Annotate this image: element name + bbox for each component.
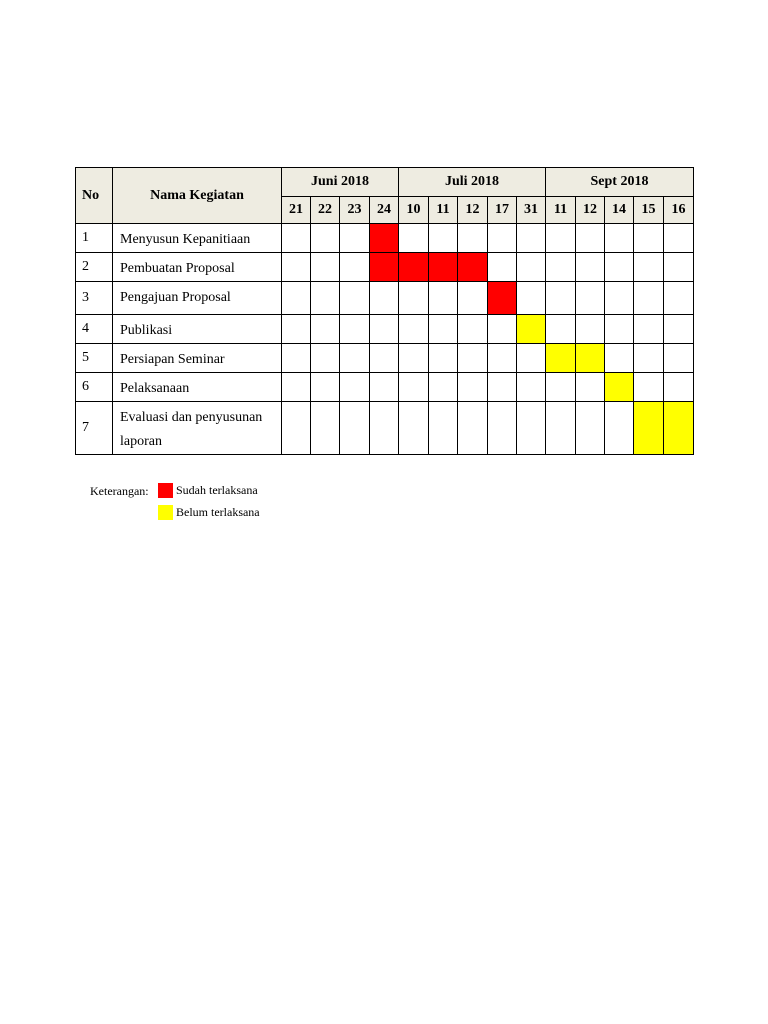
day-header: 12 — [576, 197, 605, 224]
activity-row — [76, 253, 694, 282]
day-header: 31 — [517, 197, 546, 224]
timeline-cell — [311, 315, 340, 344]
activity-name: Pembuatan Proposal — [113, 253, 282, 282]
activity-row — [76, 373, 694, 402]
timeline-cell — [546, 315, 576, 344]
activity-number: 5 — [76, 344, 113, 373]
timeline-cell — [340, 224, 370, 253]
activity-number: 4 — [76, 315, 113, 344]
timeline-cell — [517, 344, 546, 373]
timeline-cell — [282, 373, 311, 402]
timeline-cell — [576, 224, 605, 253]
timeline-cell — [634, 315, 664, 344]
activity-number: 3 — [76, 282, 113, 315]
timeline-cell — [546, 253, 576, 282]
activity-name: Menyusun Kepanitiaan — [113, 224, 282, 253]
timeline-cell — [605, 282, 634, 315]
activity-name: Pengajuan Proposal — [113, 282, 282, 315]
timeline-cell — [517, 224, 546, 253]
header-no: No — [76, 168, 113, 224]
timeline-cell — [370, 373, 399, 402]
activity-name: Publikasi — [113, 315, 282, 344]
timeline-cell — [311, 373, 340, 402]
timeline-cell — [488, 373, 517, 402]
timeline-cell — [311, 224, 340, 253]
timeline-cell — [605, 344, 634, 373]
day-header: 21 — [282, 197, 311, 224]
timeline-cell-done — [488, 282, 517, 315]
activity-number: 6 — [76, 373, 113, 402]
timeline-cell — [458, 344, 488, 373]
timeline-cell — [488, 402, 517, 455]
month-header: Juli 2018 — [399, 168, 546, 197]
timeline-cell — [340, 344, 370, 373]
activity-schedule-table — [75, 167, 694, 455]
timeline-cell — [282, 224, 311, 253]
activity-row — [76, 402, 694, 455]
timeline-cell — [488, 224, 517, 253]
timeline-cell — [340, 373, 370, 402]
timeline-cell — [399, 315, 429, 344]
timeline-cell — [664, 282, 694, 315]
timeline-cell — [664, 224, 694, 253]
timeline-cell — [458, 224, 488, 253]
timeline-cell — [340, 315, 370, 344]
timeline-cell — [311, 282, 340, 315]
timeline-cell — [458, 402, 488, 455]
month-header: Sept 2018 — [546, 168, 694, 197]
timeline-cell — [576, 253, 605, 282]
timeline-cell — [546, 373, 576, 402]
activity-number: 7 — [76, 402, 113, 455]
timeline-cell — [429, 402, 458, 455]
timeline-cell — [664, 344, 694, 373]
day-header: 24 — [370, 197, 399, 224]
timeline-cell — [517, 402, 546, 455]
timeline-cell — [429, 373, 458, 402]
activity-row — [76, 315, 694, 344]
timeline-cell-done — [370, 253, 399, 282]
timeline-cell — [605, 315, 634, 344]
timeline-cell — [340, 253, 370, 282]
timeline-cell — [399, 402, 429, 455]
timeline-cell — [458, 315, 488, 344]
timeline-cell — [664, 315, 694, 344]
timeline-cell-done — [458, 253, 488, 282]
timeline-cell-pending — [664, 402, 694, 455]
day-header: 14 — [605, 197, 634, 224]
day-header: 15 — [634, 197, 664, 224]
day-header: 12 — [458, 197, 488, 224]
day-header: 22 — [311, 197, 340, 224]
timeline-cell — [488, 315, 517, 344]
timeline-cell-done — [370, 224, 399, 253]
timeline-cell — [429, 315, 458, 344]
timeline-cell — [605, 253, 634, 282]
timeline-cell-pending — [634, 402, 664, 455]
timeline-cell — [517, 282, 546, 315]
timeline-cell — [282, 282, 311, 315]
month-header: Juni 2018 — [282, 168, 399, 197]
timeline-cell — [664, 373, 694, 402]
timeline-cell — [634, 373, 664, 402]
activity-name: Pelaksanaan — [113, 373, 282, 402]
legend-item-pending — [158, 505, 260, 520]
timeline-cell — [576, 282, 605, 315]
legend-swatch-pending — [158, 505, 173, 520]
activity-number: 2 — [76, 253, 113, 282]
timeline-cell — [399, 224, 429, 253]
activity-number: 1 — [76, 224, 113, 253]
timeline-cell — [634, 282, 664, 315]
timeline-cell — [311, 253, 340, 282]
timeline-cell — [370, 315, 399, 344]
timeline-cell — [370, 402, 399, 455]
day-header: 17 — [488, 197, 517, 224]
timeline-cell — [429, 344, 458, 373]
timeline-cell — [546, 282, 576, 315]
legend-title: Keterangan: — [90, 484, 149, 498]
timeline-cell — [282, 253, 311, 282]
day-header: 16 — [664, 197, 694, 224]
timeline-cell — [458, 373, 488, 402]
schedule-body — [76, 224, 694, 455]
timeline-cell-done — [429, 253, 458, 282]
day-header: 11 — [429, 197, 458, 224]
legend-swatch-done — [158, 483, 173, 498]
timeline-cell — [340, 282, 370, 315]
timeline-cell — [399, 344, 429, 373]
timeline-cell — [634, 344, 664, 373]
activity-row — [76, 282, 694, 315]
timeline-cell — [311, 402, 340, 455]
activity-row — [76, 224, 694, 253]
activity-name: Evaluasi dan penyusunan laporan — [113, 402, 282, 455]
timeline-cell — [488, 253, 517, 282]
timeline-cell — [576, 315, 605, 344]
timeline-cell — [282, 344, 311, 373]
timeline-cell-pending — [517, 315, 546, 344]
day-header: 10 — [399, 197, 429, 224]
timeline-cell-pending — [576, 344, 605, 373]
timeline-cell — [458, 282, 488, 315]
timeline-cell — [605, 224, 634, 253]
timeline-cell — [634, 253, 664, 282]
timeline-cell — [517, 253, 546, 282]
timeline-cell — [282, 315, 311, 344]
legend-label-pending: Belum terlaksana — [176, 505, 260, 519]
activity-name: Persiapan Seminar — [113, 344, 282, 373]
timeline-cell — [576, 373, 605, 402]
timeline-cell — [634, 224, 664, 253]
timeline-cell-pending — [546, 344, 576, 373]
timeline-cell — [370, 344, 399, 373]
timeline-cell — [576, 402, 605, 455]
timeline-cell — [546, 402, 576, 455]
timeline-cell — [517, 373, 546, 402]
day-header: 23 — [340, 197, 370, 224]
timeline-cell — [282, 402, 311, 455]
timeline-cell — [488, 344, 517, 373]
day-header: 11 — [546, 197, 576, 224]
timeline-cell — [340, 402, 370, 455]
timeline-cell — [399, 373, 429, 402]
timeline-cell-done — [399, 253, 429, 282]
legend-item-done — [158, 483, 258, 498]
timeline-cell — [399, 282, 429, 315]
activity-row — [76, 344, 694, 373]
timeline-cell — [546, 224, 576, 253]
header-activity-name: Nama Kegiatan — [113, 168, 282, 224]
timeline-cell — [370, 282, 399, 315]
timeline-cell-pending — [605, 373, 634, 402]
timeline-cell — [664, 253, 694, 282]
legend-label-done: Sudah terlaksana — [176, 483, 258, 497]
timeline-cell — [605, 402, 634, 455]
header-row-months — [76, 168, 694, 197]
timeline-cell — [311, 344, 340, 373]
timeline-cell — [429, 224, 458, 253]
timeline-cell — [429, 282, 458, 315]
